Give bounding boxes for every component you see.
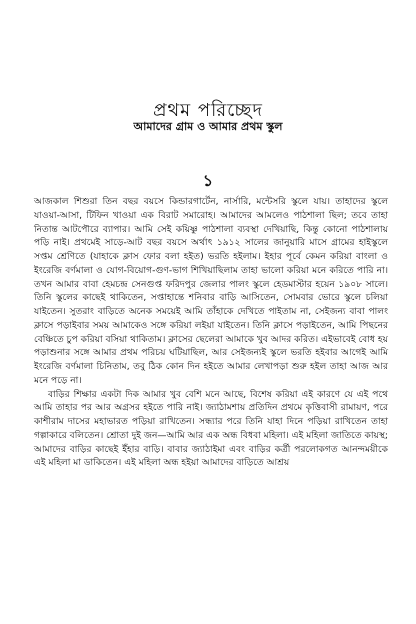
- chapter-title: প্রথম পরিচ্ছেদ: [153, 100, 263, 121]
- body-text: [34, 196, 388, 471]
- section-number: ১: [202, 171, 214, 190]
- paragraph: বাড়ির শিক্ষার একটা দিক আমার খুব বেশি মনে আছে, বিশেষ করিয়া এই কারণে যে এই পথে আমি তাহার পর আর অগ্রসর হইতে পারি নাই। জ্যাঠামশায় প্রতিদিন প্রথমে কৃত্তিবাসী রামায়ণ, পরে কাশীরাম দাসের মহাভারত পড়িয়া রাখিতেন। সন্ধ্যার পরে তিনি যাহা দিনে পড়িয়া রাখিতেন তাহা গল্পাকারে বলিতেন। শ্রোতা দুই জন—আমি আর এক অন্ধ বিধবা মহিলা। এই মহিলা জাতিতে কায়স্থ; আমাদের বাড়ির কাছেই ইঁহার বাড়ি। বাবার জ্যাঠাইমা এবং বাড়ির কর্ত্রী পরলোকগত আনন্দময়ীকে এই মহিলা মা ডাকিতেন। এই মহিলা অন্ধ হইয়া আমাদের বাড়িতে আশ্রয়: [34, 389, 388, 469]
- paragraph: আজকাল শিশুরা তিন বছর বয়সে কিন্ডারগার্টেন, নার্সারি, মন্টেসরি স্কুলে যায়। তাহাদের স্কুলে যাওয়া-আসা, টিফিন খাওয়া এক বিরাট সমারোহ। আমাদের আমলেও পাঠশালা ছিল; তবে তাহা নিতান্ত আটপৌরে ব্যাপার। আমি সেই কয়িষ্ণু পাঠশালা ব্যবস্থা দেখিয়াছি, কিন্তু কোনো পাঠশালায় পড়ি নাই। প্রথমেই সাড়ে-আট বছর বয়সে অর্থাৎ ১৯১২ সালের জানুয়ারি মাসে গ্রামের হাইস্কুলে সপ্তম শ্রেণিতে (যাহাকে ক্লাস ফোর বলা হইত) ভরতি হইলাম। ইহার পূর্বে কেমন করিয়া বাংলা ও ইংরেজি বর্ণমালা ও যোগ-বিয়োগ-গুণ-ভাগ শিখিয়াছিলাম তাহা ভালো করিয়া মনে করিতে পারি না। তখন আমার বাবা হেমচন্দ্র সেনগুপ্ত ফরিদপুর জেলার পালং স্কুলে হেডমাস্টার হয়েন ১৯০৮ সালে। তিনি স্কুলের কাছেই থাকিতেন, সপ্তাহান্তে শনিবার বাড়ি আসিতেন, সোমবার ভোরে স্কুলে চলিয়া যাইতেন। সুতরাং বাড়িতে অনেক সময়েই আমি তাঁহাকে দেখিতে পাইতাম না, সেইজন্য বাবা পালং ক্লাসে পড়াইবার সময় আমাকেও সঙ্গে করিয়া লইয়া যাইতেন। তিনি ক্লাসে পড়াইতেন, আমি পিছনের বেঞ্চিতে চুপ করিয়া বসিয়া থাকিতাম। ক্লাসের ছেলেরা আমাকে খুব আদর করিত। এইভাবেই বোধ হয় পড়াশুনার সঙ্গে আমার প্রথম পরিচয় ঘটিয়াছিল, আর সেইজন্যই স্কুলে ভরতি হইবার আগেই আমি ইংরেজি বর্ণমালা চিনিতাম, তবু ঠিক কোন দিন হইতে আমার লেখাপড়া শুরু হইল তাহা আজ আর মনে পড়ে না।: [34, 197, 388, 386]
- chapter-subtitle: আমাদের গ্রাম ও আমার প্রথম স্কুল: [133, 120, 283, 133]
